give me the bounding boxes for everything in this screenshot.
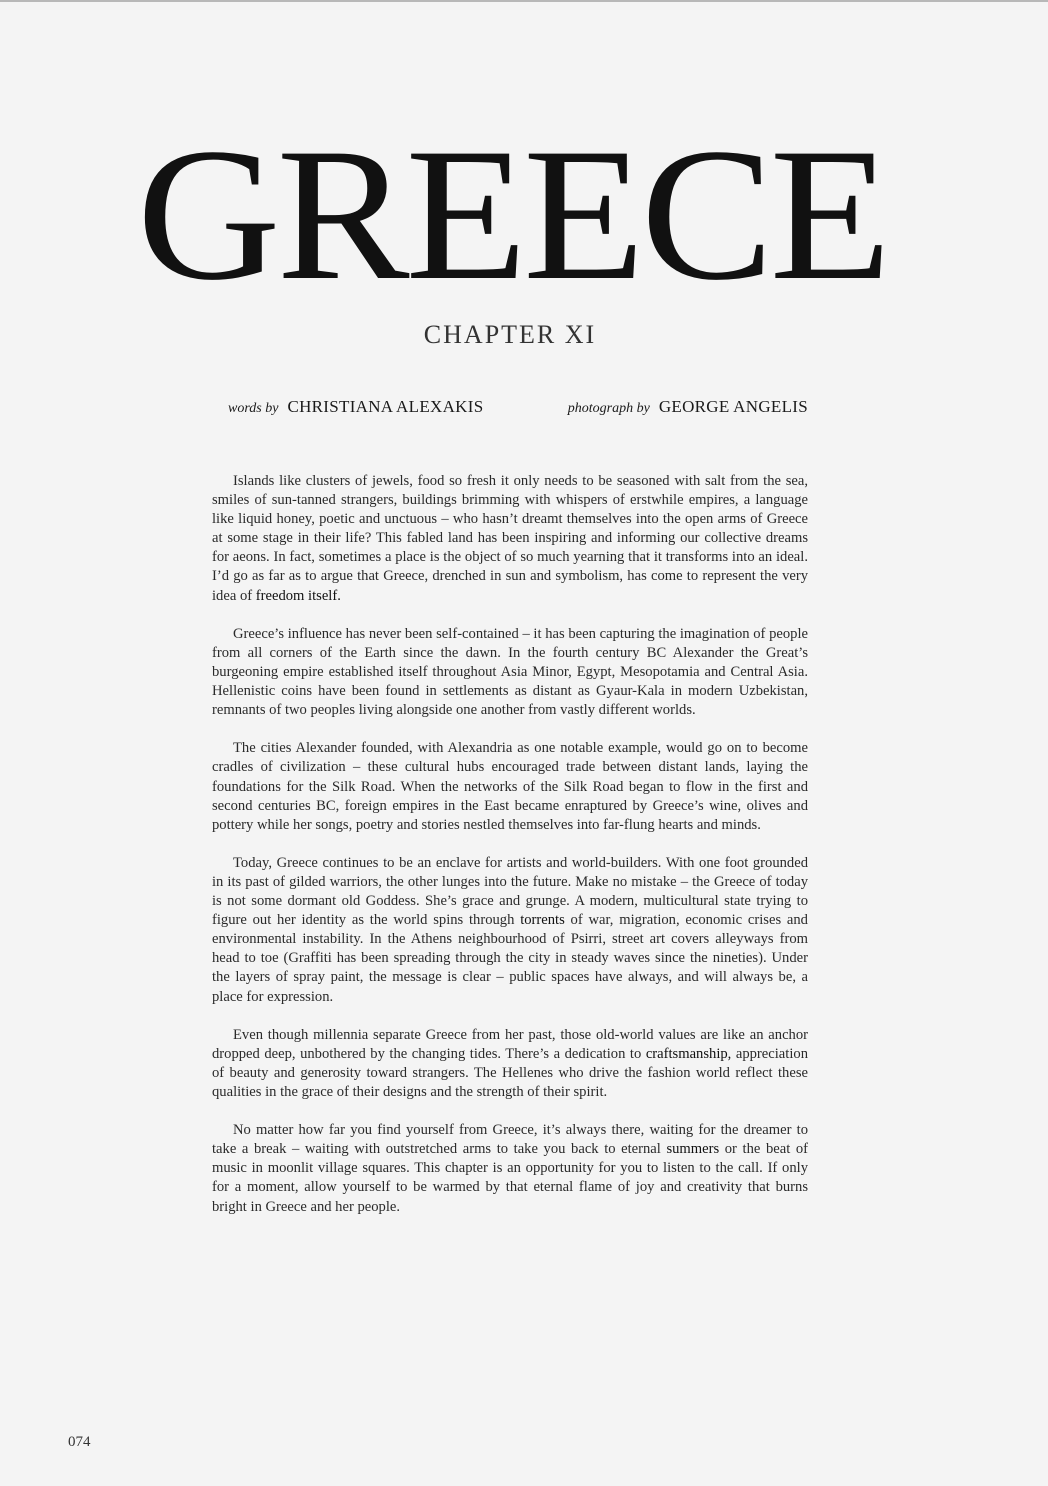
paragraph-1 — [212, 472, 808, 606]
photo-credit — [568, 397, 808, 417]
paragraph-2 — [212, 625, 808, 720]
words-label: words by — [228, 401, 279, 416]
words-credit — [228, 397, 483, 417]
author-name: CHRISTIANA ALEXAKIS — [287, 397, 484, 416]
credits-line — [228, 397, 808, 417]
paragraph-text: No matter how far you find yourself from Greece, it’s always there, waiting for the dreamer to take a break – waiting with outstretched arms to take you back to eternal — [212, 1122, 808, 1158]
photo-label: photograph by — [567, 401, 650, 416]
magazine-page — [0, 2, 1048, 1486]
paragraph-3 — [212, 739, 808, 834]
paragraph-5 — [212, 1026, 808, 1102]
page-number: 074 — [68, 1434, 91, 1450]
highlight-text: summers — [666, 1141, 720, 1158]
chapter-subtitle: CHAPTER XI — [423, 320, 597, 349]
paragraph-text: appreciation of beauty and generosity toward strangers. The Hellenes who drive the fashion world reflect these qualities in the grace of their designs and the strength of their spirit. — [212, 1045, 808, 1100]
paragraph-4 — [212, 854, 808, 1007]
highlight-text: torrents — [520, 912, 565, 929]
paragraph-6 — [212, 1121, 808, 1216]
paragraph-text: or the beat of music in moonlit village squares. This chapter is an opportunity for you to listen to the call. If only for a moment, allow yourself to be warmed by that eternal flame of joy and creativity that burns bright in Greece and her people. — [212, 1141, 809, 1215]
paragraph-text: Greece’s influence has never been self-contained – it has been capturing the imagination of people from all corners of the Earth since the dawn. In the fourth century BC Alexander the Great’s burgeoning empire established itself throughout Asia Minor, Egypt, Mesopotamia and Central Asia. Hellenistic coins have been found in settlements as distant as Gyaur-Kala in modern Uzbekistan, remnants of two peoples living alongside one another from vastly different worlds. — [212, 625, 808, 719]
paragraph-text: Islands like clusters of jewels, food so fresh it only needs to be seasoned with salt from the sea, smiles of sun-tanned strangers, buildings brimming with whispers of erstwhile empires, a language like liquid honey, poetic and unctuous – who hasn’t dreamt themselves into the open arms of Greece at some stage in their life? This fabled land has been inspiring and informing our collective dreams for aeons. In fact, sometimes a place is the object of so much yearning that it transforms into an ideal. I’d go as far as to argue that Greece, drenched in sun and symbolism, has come to represent the very idea of — [212, 473, 808, 604]
page-title: GREECE — [136, 110, 888, 320]
paragraph-text: of war, migration, economic crises and environmental instability. In the Athens neighbourhood of Psirri, street art covers alleyways from head to toe (Graffiti has been spreading through the city in steady waves since the nineties). Under the layers of spray paint, the message is clear – public spaces have always, and will always be, a place for expression. — [212, 912, 808, 1005]
highlight-text: freedom itself. — [255, 587, 341, 604]
article-body — [212, 472, 808, 1236]
photographer-name: GEORGE ANGELIS — [658, 397, 808, 416]
paragraph-text: Even though millennia separate Greece from her past, those old-world values are like an anchor dropped deep, unbothered by the changing tides. There’s a dedication to — [212, 1026, 808, 1062]
paragraph-text: Today, Greece continues to be an enclave for artists and world-builders. With one foot grounded in its past of gilded warriors, the other lunges into the future. Make no mistake – the Greece of today is not some dormant old Goddess. She’s grace and grunge. A modern, multicultural state trying to figure out her identity as the world spins through — [212, 854, 808, 929]
highlight-text: craftsmanship, — [645, 1045, 732, 1062]
paragraph-text: The cities Alexander founded, with Alexandria as one notable example, would go on to become cradles of civilization – these cultural hubs encouraged trade between distant lands, laying the foundations for the Silk Road. When the networks of the Silk Road began to flow in the first and second centuries BC, foreign empires in the East became enraptured by Greece’s wine, olives and pottery while her songs, poetry and stories nestled themselves into far-flung hearts and minds. — [212, 740, 808, 833]
